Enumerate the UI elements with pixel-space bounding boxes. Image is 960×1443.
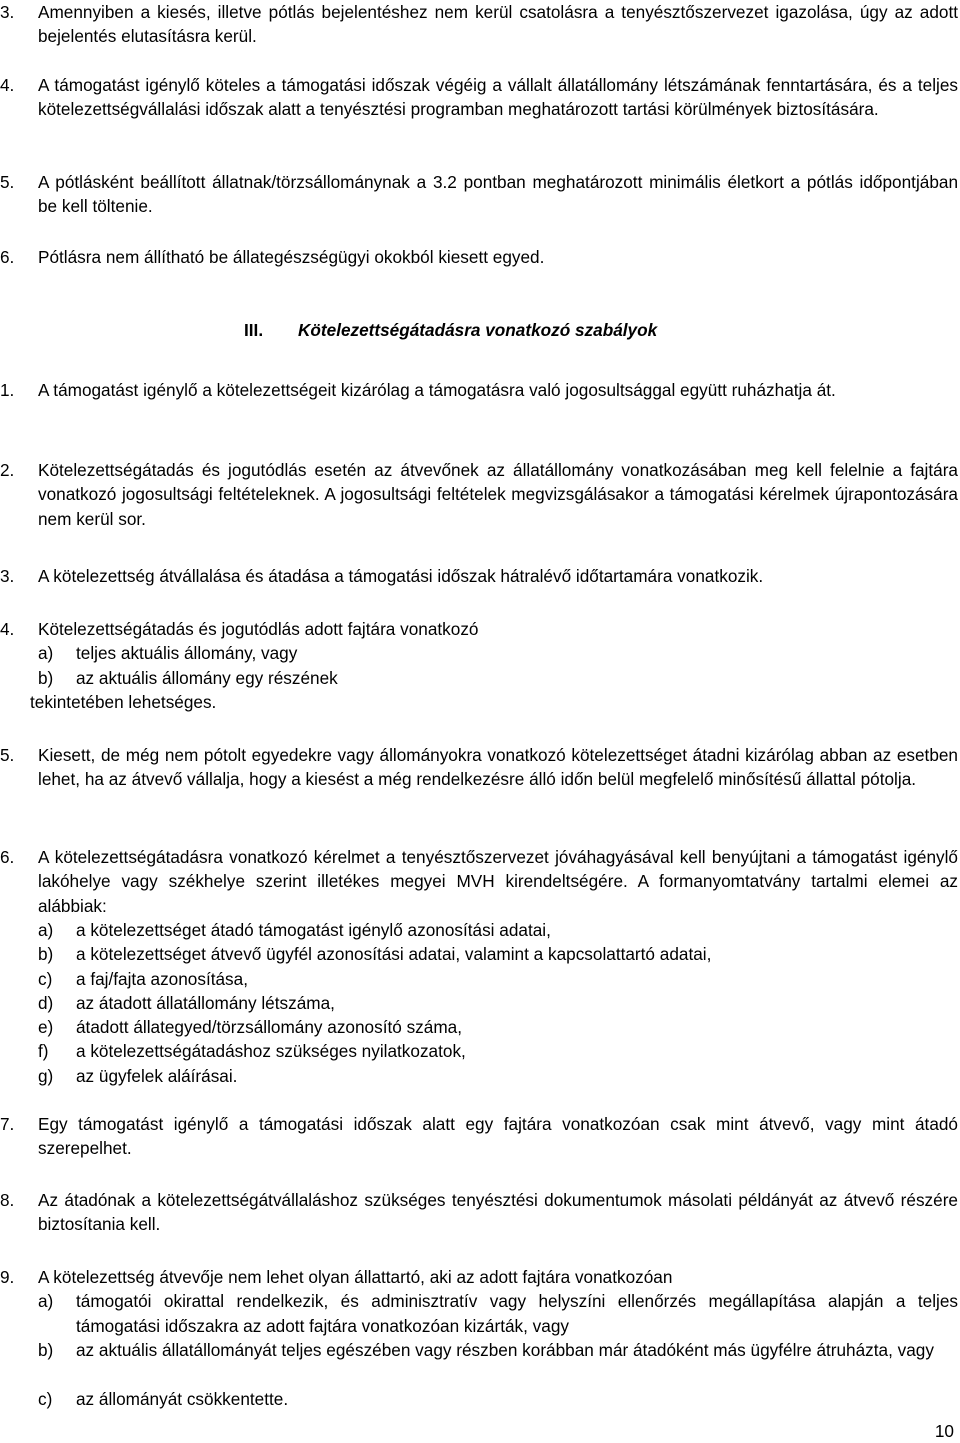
sub-item-text: az aktuális állomány egy részének bbox=[76, 667, 338, 688]
item-text: Az átadónak a kötelezettségátvállaláshoz szükséges tenyésztési dokumentumok másolati példányát az átvevő részére biztosítania kell. bbox=[38, 1190, 958, 1235]
item-text: Kötelezettségátadás és jogutódlás esetén az átvevőnek az állatállomány vonatkozásában meg kell felelnie a fajtára vonatkozó jogosultsági feltételeknek. A jogosultsági feltételek megvizsgálásakor a támogatási kérelmek újrapontozására nem kerül sor. bbox=[38, 460, 958, 529]
item-number: 5. bbox=[0, 172, 15, 192]
sub-item-label: e) bbox=[38, 1017, 54, 1038]
sub-item-text: az állományát csökkentette. bbox=[76, 1388, 289, 1409]
item-text: A kötelezettségátadásra vonatkozó kérelmet a tenyésztőszervezet jóváhagyásával kell benyújtani a támogatást igénylő lakóhelye vagy székhelye szerint illetékes megyei MVH kirendeltségére. A formanyomtatvány tartalmi elemei az alábbiak: bbox=[38, 847, 958, 916]
item-number: 6. bbox=[0, 847, 15, 867]
sub-item-text: az átadott állatállomány létszáma, bbox=[76, 992, 335, 1013]
item-number: 9. bbox=[0, 1267, 15, 1287]
sub-item-label: c) bbox=[38, 968, 53, 989]
sub-item-label: a) bbox=[38, 643, 54, 664]
sub-item-text: teljes aktuális állomány, vagy bbox=[76, 643, 298, 664]
sub-item-label: c) bbox=[38, 1388, 53, 1409]
section-title: Kötelezettségátadásra vonatkozó szabályok bbox=[298, 320, 658, 340]
item-text: Kötelezettségátadás és jogutódlás adott fajtára vonatkozó bbox=[38, 619, 479, 639]
item-number: 4. bbox=[0, 75, 15, 95]
sub-item-label: b) bbox=[38, 1339, 54, 1360]
item-text: A pótlásként beállított állatnak/törzsállománynak a 3.2 pontban meghatározott minimális életkort a pótlás időpontjában be kell töltenie. bbox=[38, 172, 958, 217]
item-number: 8. bbox=[0, 1190, 15, 1210]
sub-item-label: b) bbox=[38, 667, 54, 688]
item-trailing-text: tekintetében lehetséges. bbox=[30, 691, 217, 712]
sub-item-label: f) bbox=[38, 1041, 49, 1062]
section-number: III. bbox=[244, 320, 264, 340]
sub-item-label: a) bbox=[38, 919, 54, 940]
sub-item-label: a) bbox=[38, 1291, 54, 1312]
item-text: Amennyiben a kiesés, illetve pótlás bejelentéshez nem kerül csatolásra a tenyésztőszervezet igazolása, úgy az adott bejelentés elutasításra kerül. bbox=[38, 2, 958, 47]
item-text: A kötelezettség átvállalása és átadása a támogatási időszak hátralévő időtartamára vonatkozik. bbox=[38, 566, 764, 586]
item-number: 4. bbox=[0, 619, 15, 639]
sub-item-label: b) bbox=[38, 944, 54, 965]
sub-item-text: az ügyfelek aláírásai. bbox=[76, 1065, 238, 1086]
sub-item-text: támogatói okirattal rendelkezik, és adminisztratív vagy helyszíni ellenőrzés megállapítása alapján a teljes támogatási időszakra az adott fajtára vonatkozóan kizárták, vagy bbox=[76, 1291, 958, 1336]
item-number: 3. bbox=[0, 566, 15, 586]
item-number: 6. bbox=[0, 247, 15, 267]
item-text: Egy támogatást igénylő a támogatási időszak alatt egy fajtára vonatkozóan csak mint átvevő, vagy mint átadó szerepelhet. bbox=[38, 1114, 958, 1159]
sub-item-text: a kötelezettségátadáshoz szükséges nyilatkozatok, bbox=[76, 1041, 466, 1062]
item-number: 3. bbox=[0, 2, 15, 22]
sub-item-label: d) bbox=[38, 992, 54, 1013]
item-text: A támogatást igénylő a kötelezettségeit kizárólag a támogatásra való jogosultsággal együtt ruházhatja át. bbox=[38, 380, 836, 400]
sub-item-text: a faj/fajta azonosítása, bbox=[76, 968, 248, 989]
sub-item-text: átadott állategyed/törzsállomány azonosító száma, bbox=[76, 1017, 462, 1038]
sub-item-text: a kötelezettséget átadó támogatást igénylő azonosítási adatai, bbox=[76, 919, 551, 940]
item-text: Kiesett, de még nem pótolt egyedekre vagy állományokra vonatkozó kötelezettséget átadni kizárólag abban az esetben lehet, ha az átvevő vállalja, hogy a kiesést a még rendelkezésre álló időn belül megfelelő minősítésű állattal pótolja. bbox=[38, 745, 958, 790]
item-number: 5. bbox=[0, 745, 15, 765]
item-number: 2. bbox=[0, 460, 15, 480]
item-text: A kötelezettség átvevője nem lehet olyan állattartó, aki az adott fajtára vonatkozóan bbox=[38, 1267, 673, 1287]
sub-item-label: g) bbox=[38, 1065, 54, 1086]
item-number: 1. bbox=[0, 380, 15, 400]
page-number: 10 bbox=[934, 1421, 954, 1441]
sub-item-text: a kötelezettséget átvevő ügyfél azonosítási adatai, valamint a kapcsolattartó adatai, bbox=[76, 944, 712, 965]
item-text: A támogatást igénylő köteles a támogatási időszak végéig a vállalt állatállomány létszámának fenntartására, és a teljes kötelezettségvállalási időszak alatt a tenyésztési programban meghatározott tartási körülmények biztosítására. bbox=[38, 75, 958, 120]
item-number: 7. bbox=[0, 1114, 15, 1134]
sub-item-text: az aktuális állatállományát teljes egészében vagy részben korábban már átadóként más ügyfélre átruházta, vagy bbox=[76, 1339, 934, 1360]
item-text: Pótlásra nem állítható be állategészségügyi okokból kiesett egyed. bbox=[38, 247, 545, 267]
